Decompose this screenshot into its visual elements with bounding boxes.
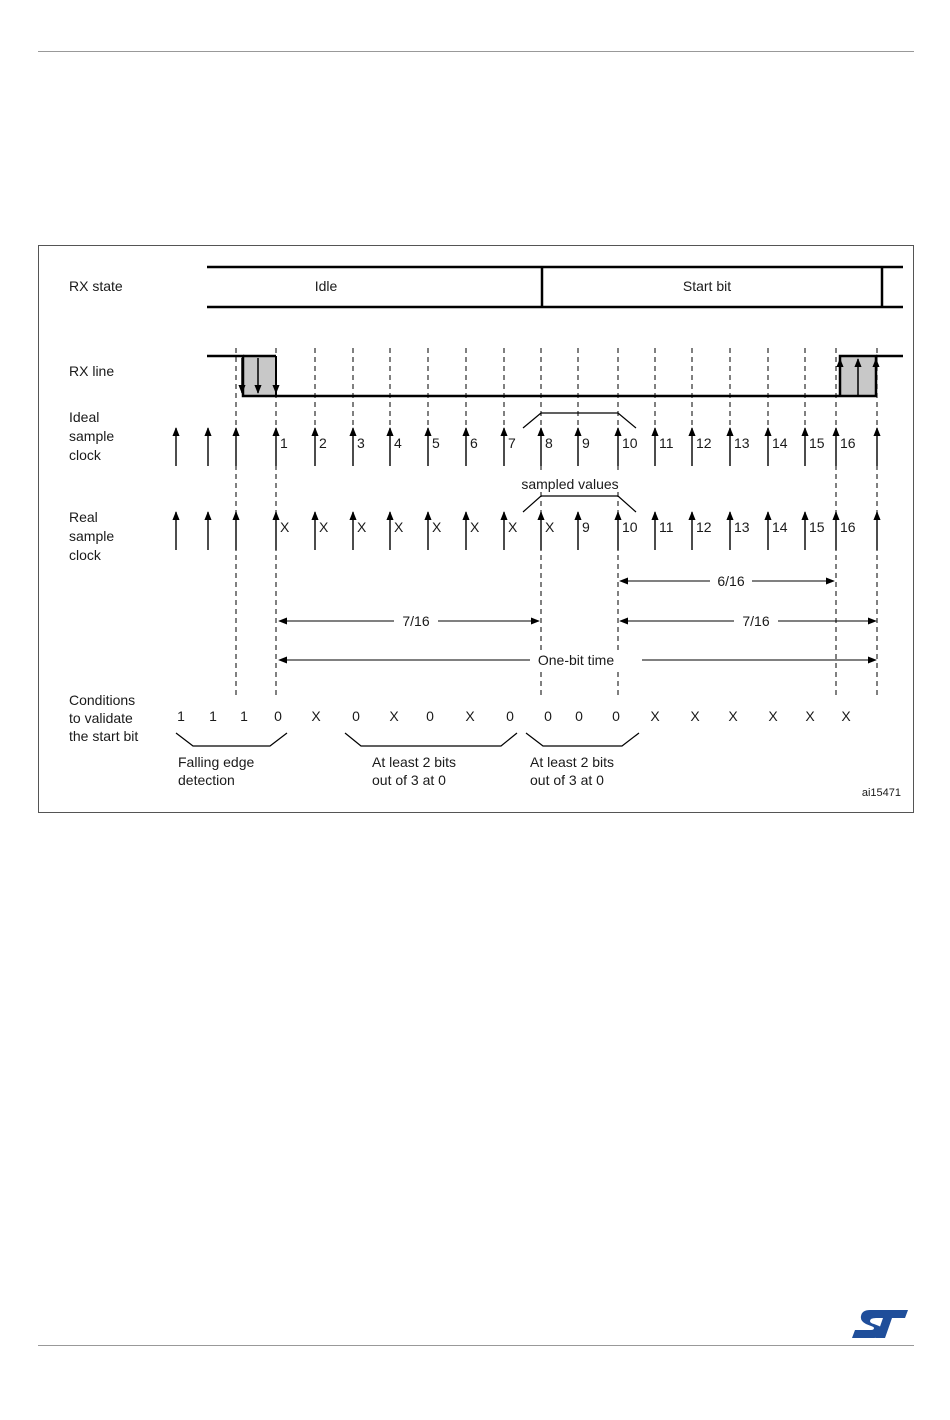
ideal-sample-label: 1 xyxy=(280,435,288,451)
label-seven-sixteenths-right: 7/16 xyxy=(742,613,770,629)
condition-value: X xyxy=(805,708,815,724)
falling-edge-shade xyxy=(243,356,276,396)
ideal-sample-label: 12 xyxy=(696,435,712,451)
sampled-bracket-bottom xyxy=(523,496,636,512)
condition-value: X xyxy=(389,708,399,724)
condition-value: 0 xyxy=(274,708,282,724)
condition-value: 0 xyxy=(544,708,552,724)
label-rx-state: RX state xyxy=(69,278,123,294)
label-six-sixteenths: 6/16 xyxy=(717,573,745,589)
ideal-sample-label: 7 xyxy=(508,435,516,451)
rx-line-waveform xyxy=(207,356,903,396)
label-real-clock: Real sample clock xyxy=(69,509,115,563)
bracket-at-least-a xyxy=(345,733,517,746)
real-sample-clock xyxy=(176,512,877,550)
ideal-sample-label: 5 xyxy=(432,435,440,451)
ideal-sample-label: 10 xyxy=(622,435,638,451)
condition-value: 0 xyxy=(612,708,620,724)
condition-value: 1 xyxy=(177,708,185,724)
condition-value: X xyxy=(690,708,700,724)
sampled-values-label: sampled values xyxy=(521,476,619,492)
ideal-sample-label: 8 xyxy=(545,435,553,451)
interval-seven-sixteenths-right xyxy=(620,612,876,630)
interval-one-bit-time xyxy=(279,651,876,669)
interval-seven-sixteenths-left xyxy=(279,612,539,630)
label-one-bit-time: One-bit time xyxy=(537,652,615,668)
condition-value: X xyxy=(841,708,851,724)
real-sample-label: X xyxy=(470,519,480,535)
real-sample-label: 16 xyxy=(840,519,856,535)
bracket-falling-edge xyxy=(176,733,287,746)
real-sample-label: X xyxy=(280,519,290,535)
label-conditions: Conditions to validate the start bit xyxy=(69,692,139,744)
condition-value: 0 xyxy=(506,708,514,724)
sampled-bracket-top xyxy=(523,413,636,428)
ideal-sample-label: 3 xyxy=(357,435,365,451)
label-ideal-clock: Ideal sample clock xyxy=(69,409,115,463)
rx-state-bus xyxy=(207,267,903,307)
state-idle: Idle xyxy=(314,278,338,294)
real-sample-label: X xyxy=(545,519,555,535)
condition-value: 0 xyxy=(575,708,583,724)
group-at-least-b: At least 2 bits out of 3 at 0 xyxy=(530,754,615,788)
group-at-least-a: At least 2 bits out of 3 at 0 xyxy=(372,754,457,788)
real-sample-label: X xyxy=(432,519,442,535)
real-sample-label: 11 xyxy=(659,519,674,535)
condition-value: X xyxy=(650,708,660,724)
group-falling-edge: Falling edge detection xyxy=(178,754,255,788)
ideal-sample-label: 11 xyxy=(659,435,674,451)
real-sample-label: 14 xyxy=(772,519,788,535)
ideal-sample-clock xyxy=(176,428,877,466)
real-sample-label: X xyxy=(394,519,404,535)
ideal-sample-label: 14 xyxy=(772,435,788,451)
real-sample-label: 12 xyxy=(696,519,712,535)
ideal-sample-label: 13 xyxy=(734,435,750,451)
interval-six-sixteenths xyxy=(620,572,834,590)
real-sample-label: X xyxy=(319,519,329,535)
condition-value: 0 xyxy=(426,708,434,724)
condition-value: X xyxy=(311,708,321,724)
condition-value: X xyxy=(728,708,738,724)
figure-id: ai15471 xyxy=(861,787,901,799)
ideal-sample-label: 6 xyxy=(470,435,478,451)
state-start-bit: Start bit xyxy=(682,278,732,294)
ideal-sample-label: 15 xyxy=(809,435,825,451)
label-rx-line: RX line xyxy=(69,363,115,379)
condition-value: X xyxy=(465,708,475,724)
ideal-sample-label: 2 xyxy=(319,435,327,451)
condition-value: 0 xyxy=(352,708,360,724)
condition-value: 1 xyxy=(209,708,217,724)
label-seven-sixteenths-left: 7/16 xyxy=(402,613,430,629)
st-logo-icon xyxy=(852,1308,910,1340)
ideal-sample-label: 9 xyxy=(582,435,590,451)
real-sample-label: X xyxy=(357,519,367,535)
real-sample-label: 10 xyxy=(622,519,638,535)
real-sample-label: 13 xyxy=(734,519,750,535)
condition-values xyxy=(177,708,851,724)
bracket-at-least-b xyxy=(526,733,639,746)
condition-value: X xyxy=(768,708,778,724)
ideal-sample-label: 4 xyxy=(394,435,402,451)
real-sample-label: 9 xyxy=(582,519,590,535)
condition-value: 1 xyxy=(240,708,248,724)
ideal-sample-label: 16 xyxy=(840,435,856,451)
real-sample-label: 15 xyxy=(809,519,825,535)
real-sample-label: X xyxy=(508,519,518,535)
